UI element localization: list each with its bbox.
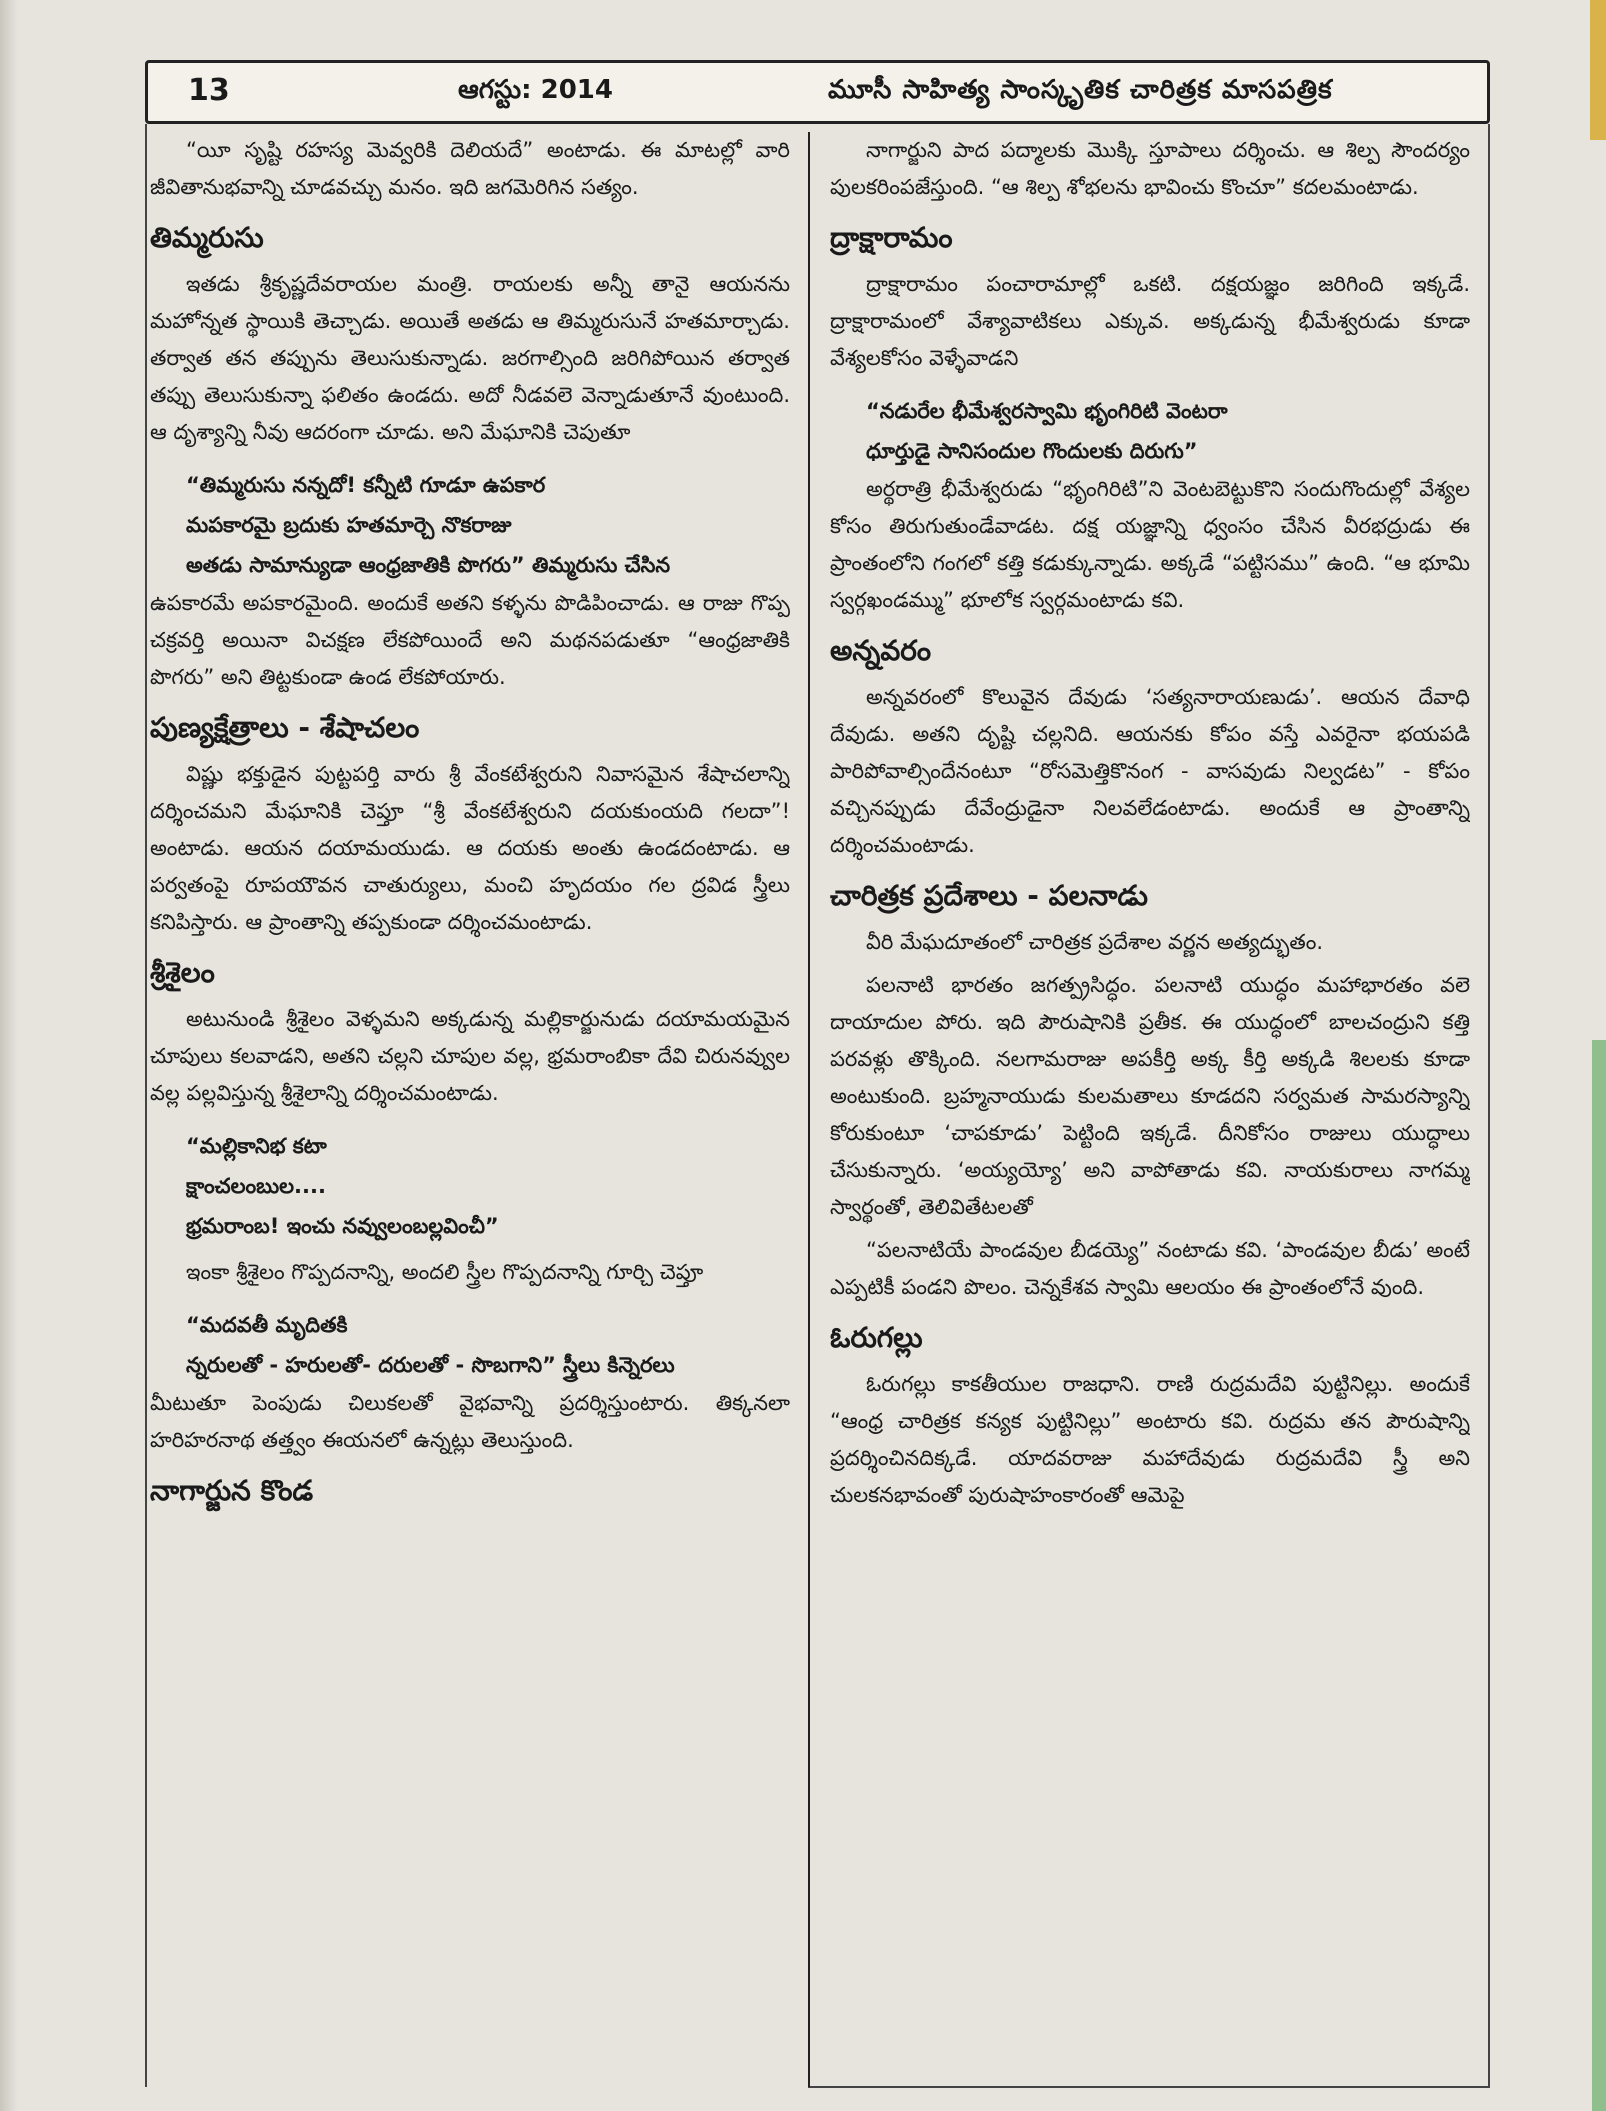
verse-line: “మదవతీ మృదితకి xyxy=(186,1313,348,1337)
section-heading-orugallu: ఓరుగల్లు xyxy=(830,1321,923,1354)
magazine-title: మూసీ సాహిత్య సాంస్కృతిక చారిత్రక మాసపత్రిక xyxy=(828,75,1333,105)
verse-line: క్షాంచలంబుల.... xyxy=(186,1174,326,1198)
column-divider xyxy=(808,132,810,2087)
cover-edge-yellow xyxy=(1590,0,1606,140)
verse-line: “తిమ్మరుసు నన్నదో! కన్నీటి గూడూ ఉపకార xyxy=(186,473,546,497)
paragraph: “యీ సృష్టి రహస్య మెవ్వరికి దెలియదే” అంటాడు. ఈ మాటల్లో వారి జీవితానుభవాన్ని చూడవచ్చు మనం. ఇది జగమెరిగిన సత్యం. xyxy=(150,138,790,199)
page-header xyxy=(145,60,1490,124)
paragraph: మీటుతూ పెంపుడు చిలుకలతో వైభవాన్ని ప్రదర్శిస్తుంటారు. తిక్కనలా హరిహరనాథ తత్త్వం ఈయనలో ఉన్నట్లు తెలుస్తుంది. xyxy=(150,1391,790,1452)
section-heading-annavaram: అన్నవరం xyxy=(830,634,932,667)
verse-line: భ్రమరాంబ! ఇంచు నవ్వులంబల్లవించీ” xyxy=(186,1214,499,1238)
paragraph: “పలనాటియే పాండవుల బీడయ్యె” నంటాడు కవి. ‘పాండవుల బీడు’ అంటే ఎప్పటికీ పండని పొలం. చెన్నకేశవ స్వామి ఆలయం ఈ ప్రాంతంలోనే వుంది. xyxy=(830,1238,1470,1299)
paragraph: అన్నవరంలో కొలువైన దేవుడు ‘సత్యనారాయణుడు’. ఆయన దేవాధి దేవుడు. అతని దృష్టి చల్లనిది. ఆయనకు కోపం వస్తే ఎవరైనా భయపడి పారిపోవాల్సిందేనంటూ “రోసమెత్తికొనంగ - వాసవుడు నిల్వడట” - కోపం వచ్చినప్పుడు దేవేంద్రుడైనా నిలవలేడంటాడు. అందుకే ఆ ప్రాంతాన్ని దర్శించమంటాడు. xyxy=(830,685,1470,857)
right-column xyxy=(830,132,1470,2092)
page-gutter-shadow xyxy=(0,0,18,2111)
paragraph: అటునుండి శ్రీశైలం వెళ్ళమని అక్కడున్న మల్లికార్జునుడు దయామయమైన చూపులు కలవాడని, అతని చల్లని చూపుల వల్ల, భ్రమరాంబికా దేవి చిరునవ్వుల వల్ల పల్లవిస్తున్న శ్రీశైలాన్ని దర్శించమంటాడు. xyxy=(150,1007,790,1105)
paragraph: వీరి మేఘదూతంలో చారిత్రక ప్రదేశాల వర్ణన అత్యద్భుతం. xyxy=(866,930,1324,954)
paragraph: ఓరుగల్లు కాకతీయుల రాజధాని. రాణి రుద్రమదేవి పుట్టినిల్లు. అందుకే “ఆంధ్ర చారిత్రక కన్యక పుట్టినిల్లు” అంటారు కవి. రుద్రమ తన పౌరుషాన్ని ప్రదర్శించినదిక్కడే. యాదవరాజు మహాదేవుడు రుద్రమదేవి స్త్రీ అని చులకనభావంతో పురుషాహంకారంతో ఆమెపై xyxy=(830,1372,1470,1507)
left-column xyxy=(150,132,790,2092)
paragraph: అర్థరాత్రి భీమేశ్వరుడు “భృంగిరిటి”ని వెంటబెట్టుకొని సందుగొందుల్లో వేశ్యల కోసం తిరుగుతుండేవాడట. దక్ష యజ్ఞాన్ని ధ్వంసం చేసిన వీరభద్రుడు ఈ ప్రాంతంలోని గంగలో కత్తి కడుక్కున్నాడు. అక్కడే “పట్టిసము” ఉంది. “ఆ భూమి స్వర్గఖండమ్ము” భూలోక స్వర్గమంటాడు కవి. xyxy=(830,477,1470,612)
verse-line: అతడు సామాన్యుడా ఆంధ్రజాతికి పొగరు” తిమ్మరుసు చేసిన xyxy=(186,553,671,577)
right-frame-rule xyxy=(1488,124,1490,2087)
section-heading-srisailam: శ్రీశైలం xyxy=(150,956,215,989)
verse-line: మపకారమై బ్రదుకు హతమార్చె నొకరాజు xyxy=(186,513,512,537)
paragraph: ఇంకా శ్రీశైలం గొప్పదనాన్ని, అందలి స్త్రీల గొప్పదనాన్ని గూర్చి చెప్తూ xyxy=(186,1260,704,1284)
issue-date: ఆగస్టు: 2014 xyxy=(458,75,613,105)
verse-line: “నడురేల భీమేశ్వరస్వామి భృంగిరిటి వెంటరా xyxy=(866,399,1228,423)
section-heading-nagarjuna-konda: నాగార్జున కొండ xyxy=(150,1474,314,1507)
paragraph: విష్ణు భక్తుడైన పుట్టపర్తి వారు శ్రీ వేంకటేశ్వరుని నివాసమైన శేషాచలాన్ని దర్శించమని మేఘానికి చెప్తూ “శ్రీ వేంకటేశ్వరుని దయకుంయది గలదా”! అంటాడు. ఆయన దయామయుడు. ఆ దయకు అంతు ఉండదంటాడు. ఆ పర్వతంపై రూపయౌవన చాతుర్యులు, మంచి హృదయం గల ద్రవిడ స్త్రీలు కనిపిస్తారు. ఆ ప్రాంతాన్ని తప్పకుండా దర్శించమంటాడు. xyxy=(150,762,790,934)
section-heading-punyakshetralu: పుణ్యక్షేత్రాలు - శేషాచలం xyxy=(150,711,420,744)
left-frame-rule xyxy=(145,124,147,2087)
section-heading-draksharamam: ద్రాక్షారామం xyxy=(830,221,953,254)
paragraph: నాగార్జుని పాద పద్మాలకు మొక్కి స్తూపాలు దర్శించు. ఆ శిల్ప సౌందర్యం పులకరింపజేస్తుంది. “ఆ శిల్ప శోభలను భావించు కొంచూ” కదలమంటాడు. xyxy=(830,138,1470,199)
section-heading-charitraka-pradesalu: చారిత్రక ప్రదేశాలు - పలనాడు xyxy=(830,879,1148,912)
section-heading-thimmarusu: తిమ్మరుసు xyxy=(150,221,264,254)
page-number: 13 xyxy=(188,73,230,108)
paragraph: ఉపకారమే అపకారమైంది. అందుకే అతని కళ్ళను పొడిపించాడు. ఆ రాజు గొప్ప చక్రవర్తి అయినా విచక్షణ లేకపోయిందే అని మథనపడుతూ “ఆంధ్రజాతికి పొగరు” అని తిట్టకుండా ఉండ లేకపోయారు. xyxy=(150,591,790,689)
paragraph: ద్రాక్షారామం పంచారామాల్లో ఒకటి. దక్షయజ్ఞం జరిగింది ఇక్కడే. ద్రాక్షారామంలో వేశ్యావాటికలు ఎక్కువ. అక్కడున్న భీమేశ్వరుడు కూడా వేశ్యలకోసం వెళ్ళేవాడని xyxy=(830,272,1470,370)
paragraph: పలనాటి భారతం జగత్ప్రసిద్ధం. పలనాటి యుద్ధం మహాభారతం వలె దాయాదుల పోరు. ఇది పౌరుషానికి ప్రతీక. ఈ యుద్ధంలో బాలచంద్రుని కత్తి పరవళ్లు తొక్కింది. నలగామరాజు అపకీర్తి అక్క కీర్తి అక్కడి శిలలకు కూడా అంటుకుంది. బ్రహ్మనాయుడు కులమతాలు కూడదని సర్వమత సామరస్యాన్ని కోరుకుంటూ ‘చాపకూడు’ పెట్టింది ఇక్కడే. దీనికోసం రాజులు యుద్ధాలు చేసుకున్నారు. ‘అయ్యయ్యో’ అని వాపోతాడు కవి. నాయకురాలు నాగమ్మ స్వార్థంతో, తెలివితేటలతో xyxy=(830,973,1470,1219)
verse-line: ధూర్తుడై సానిసందుల గొందులకు దిరుగు” xyxy=(866,439,1198,463)
verse-line: న్నరులతో - హరులతో- దరులతో - సొబగాని” స్త్రీలు కిన్నెరలు xyxy=(186,1353,675,1377)
verse-line: “మల్లికానిభ కటా xyxy=(186,1134,327,1158)
paragraph: ఇతడు శ్రీకృష్ణదేవరాయల మంత్రి. రాయలకు అన్నీ తానై ఆయనను మహోన్నత స్థాయికి తెచ్చాడు. అయితే అతడు ఆ తిమ్మరుసునే హతమార్చాడు. తర్వాత తన తప్పును తెలుసుకున్నాడు. జరగాల్సింది జరిగిపోయిన తర్వాత తప్పు తెలుసుకున్నా ఫలితం ఉండదు. అదో నీడవలె వెన్నాడుతూనే వుంటుంది. ఆ దృశ్యాన్ని నీవు ఆదరంగా చూడు. అని మేఘానికి చెపుతూ xyxy=(150,272,790,444)
cover-edge-green xyxy=(1592,1040,1606,2111)
